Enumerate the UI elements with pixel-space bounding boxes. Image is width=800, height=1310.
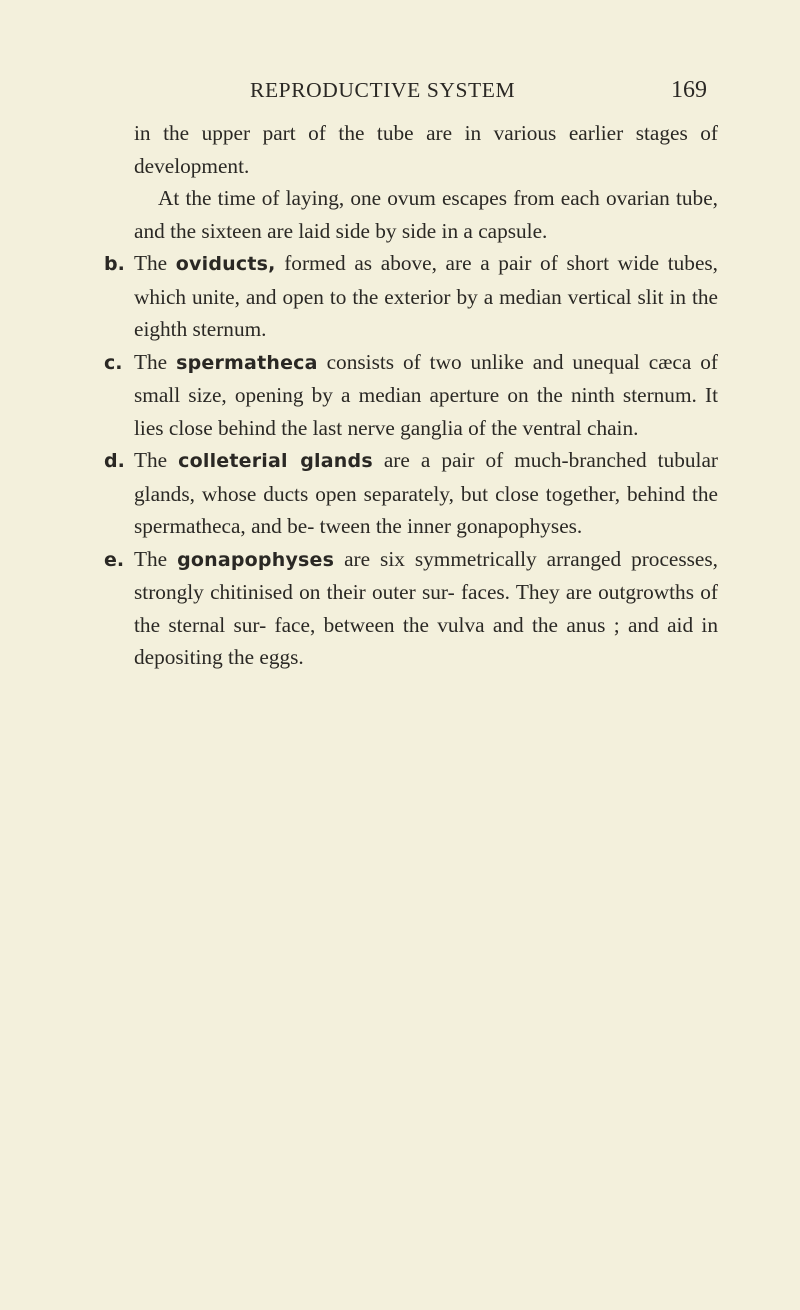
item-marker: b. (104, 253, 125, 275)
item-marker: e. (104, 548, 125, 571)
item-term: spermatheca (176, 351, 318, 374)
item-text: formed as above, are a pair of short wide tubes, which unite, and open to the exterior by a median vertical slit in the eighth sternum. (134, 251, 719, 341)
page-body (104, 117, 718, 674)
page-number: 169 (671, 77, 707, 103)
item-lead: The (134, 448, 168, 472)
item-lead: The (134, 546, 168, 571)
running-title: REPRODUCTIVE SYSTEM (250, 78, 516, 102)
item-term: gonapophyses (177, 548, 335, 571)
item-lead: The (134, 349, 168, 374)
running-header (0, 70, 800, 110)
item-lead: The (134, 251, 168, 275)
item-marker: d. (104, 450, 125, 472)
item-marker: c. (104, 351, 123, 374)
item-text: are six symmetrically arranged processes, strongly chitinised on their outer sur- faces. They are outgrowths of the sternal sur- face, between the vulva and the anus ; and aid in depositing the eggs. (134, 546, 719, 669)
list-item-colleterial-glands (104, 444, 718, 543)
list-item-spermatheca (104, 346, 718, 445)
list-item-gonapophyses (104, 543, 718, 674)
item-term: oviducts, (175, 253, 276, 275)
laying-paragraph: At the time of laying, one ovum escapes from each ovarian tube, and the sixteen are laid side by side in a capsule. (134, 186, 718, 243)
item-term: colleterial glands (178, 450, 373, 472)
list-item-oviducts (104, 247, 718, 346)
item-text: are a pair of much-branched tubular glands, whose ducts open separately, but close together, behind the spermatheca, and be- tween the inner gonapophyses. (134, 448, 719, 538)
continuation-paragraph: in the upper part of the tube are in various earlier stages of development. (134, 121, 718, 178)
item-text: consists of two unlike and unequal cæca of small size, opening by a median aperture on the ninth sternum. It lies close behind the last nerve ganglia of the ventral chain. (134, 349, 719, 440)
